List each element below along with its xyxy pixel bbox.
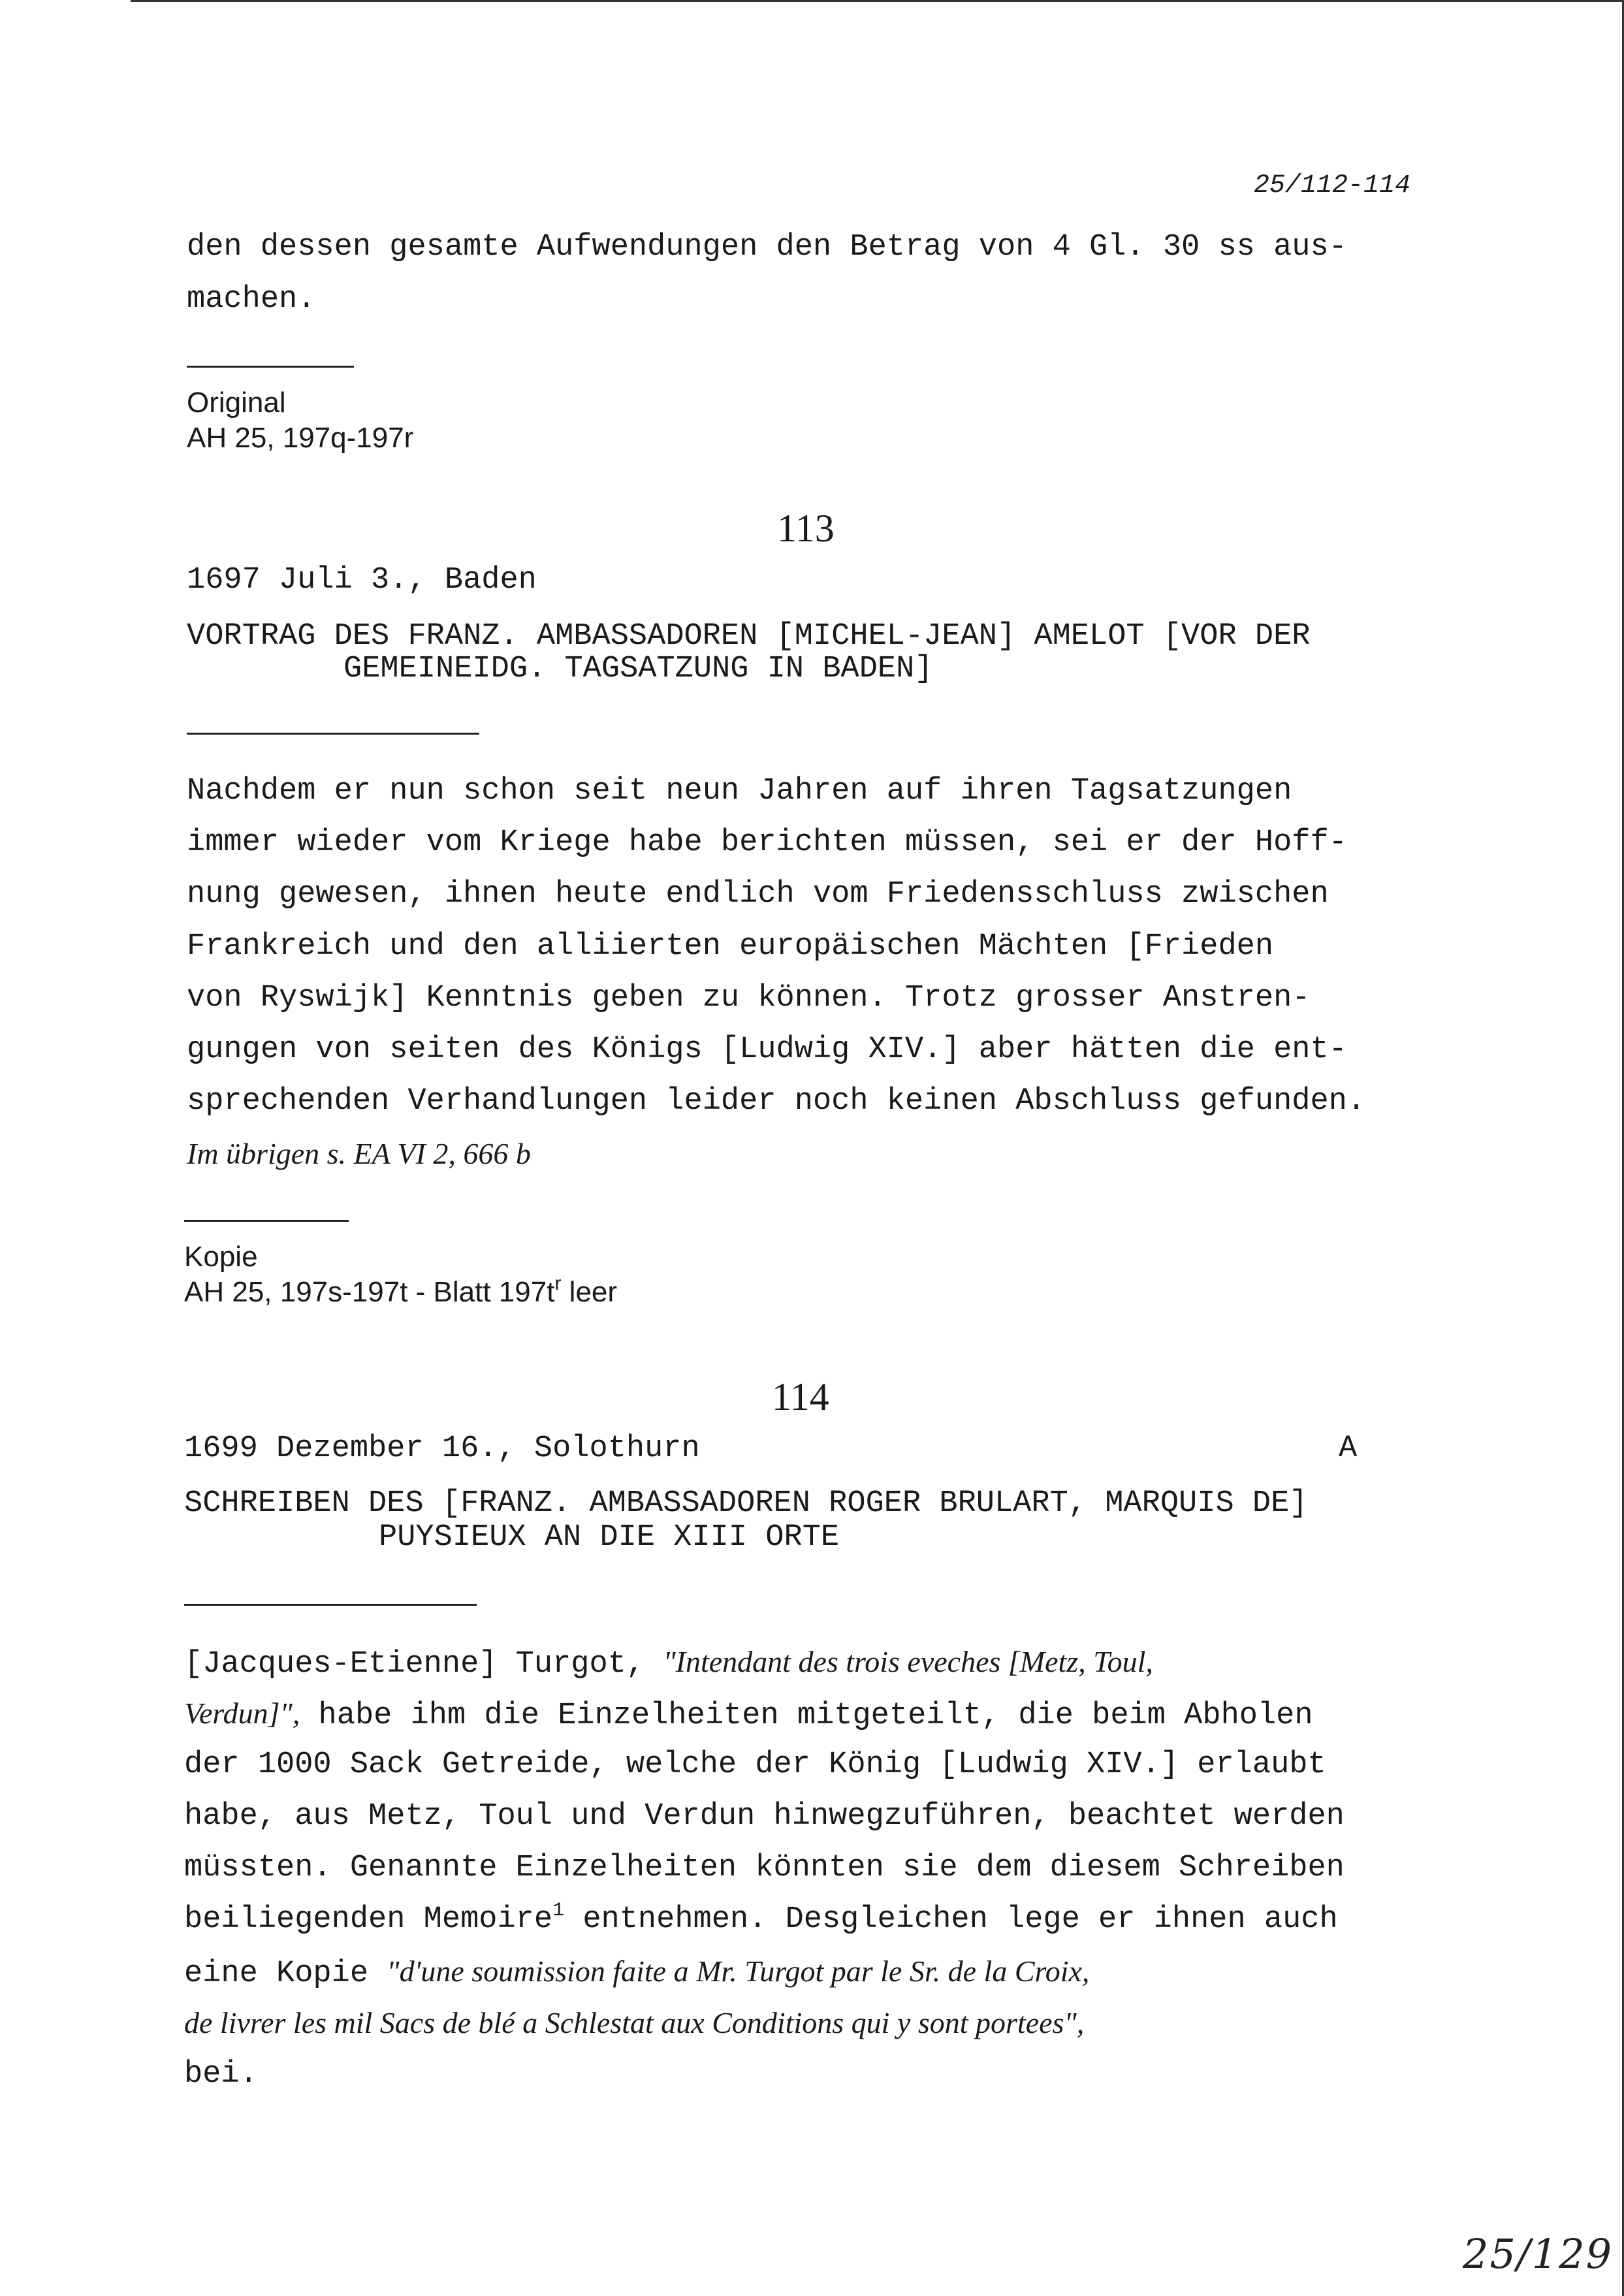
- doc114-text: habe ihm die Einzelheiten mitgeteilt, die beim Abholen: [300, 1698, 1313, 1733]
- doc114-title-line1: SCHREIBEN DES [FRANZ. AMBASSADOREN ROGER BRULART, MARQUIS DE]: [184, 1486, 1308, 1521]
- doc113-body-line: immer wieder vom Kriege habe berichten müssen, sei er der Hoff-: [187, 825, 1347, 860]
- doc114-footnote-mark: 1: [552, 1900, 565, 1922]
- doc113-source-label: Kopie: [184, 1241, 258, 1273]
- doc113-body-line: nung gewesen, ihnen heute endlich vom Friedensschluss zwischen: [187, 877, 1329, 912]
- doc113-number: 113: [777, 507, 835, 550]
- doc112-line: den dessen gesamte Aufwendungen den Betrag von 4 Gl. 30 ss aus-: [187, 230, 1347, 264]
- doc114-body-line: de livrer les mil Sacs de blé a Schlestat aux Conditions qui y sont portees",: [184, 2006, 1085, 2039]
- doc114-number: 114: [772, 1375, 829, 1418]
- doc113-body-line: sprechenden Verhandlungen leider noch keinen Abschluss gefunden.: [187, 1084, 1366, 1119]
- doc112-source-ref: AH 25, 197q-197r: [187, 422, 414, 454]
- doc114-text: beiliegenden Memoire: [184, 1902, 553, 1937]
- doc113-body-line: Frankreich und den alliierten europäischen Mächten [Frieden: [187, 929, 1274, 964]
- page-top-border: [131, 0, 1624, 2]
- doc114-body-line: [184, 1644, 1153, 1682]
- doc113-body-line: gungen von seiten des Königs [Ludwig XIV.] aber hätten die ent-: [187, 1032, 1347, 1067]
- doc114-text: entnehmen. Desgleichen lege er ihnen auch: [564, 1902, 1338, 1937]
- doc113-source-ref: [184, 1273, 618, 1309]
- section-rule: [187, 366, 354, 368]
- doc114-date: 1699 Dezember 16., Solothurn: [184, 1431, 700, 1466]
- section-rule: [184, 1604, 477, 1606]
- doc114-quote: Verdun]",: [184, 1697, 300, 1730]
- doc112-source-label: Original: [187, 387, 286, 419]
- doc113-source-ref-text: AH 25, 197s-197t - Blatt 197t: [184, 1276, 555, 1308]
- doc114-body-line: [184, 1696, 1313, 1733]
- doc114-body-line: habe, aus Metz, Toul und Verdun hinwegzuführen, beachtet werden: [184, 1799, 1345, 1834]
- page-reference: 25/112-114: [1254, 171, 1411, 200]
- doc113-body-line: Nachdem er nun schon seit neun Jahren auf ihren Tagsatzungen: [187, 774, 1292, 808]
- doc114-body-line: müssten. Genannte Einzelheiten könnten sie dem diesem Schreiben: [184, 1851, 1345, 1885]
- section-rule: [184, 1220, 349, 1222]
- doc114-title-line2: PUYSIEUX AN DIE XIII ORTE: [379, 1520, 840, 1555]
- doc113-date: 1697 Juli 3., Baden: [187, 563, 537, 598]
- doc114-marker: A: [1339, 1431, 1358, 1466]
- doc114-body-line: bei.: [184, 2057, 258, 2092]
- doc114-text: eine Kopie: [184, 1956, 387, 1991]
- doc113-body-line: von Ryswijk] Kenntnis geben zu können. Trotz grosser Anstren-: [187, 981, 1311, 1015]
- section-rule: [187, 733, 479, 735]
- doc114-body-line: der 1000 Sack Getreide, welche der König [Ludwig XIV.] erlaubt: [184, 1747, 1326, 1782]
- doc113-source-ref-suffix: leer: [561, 1276, 618, 1308]
- doc114-quote: "Intendant des trois eveches [Metz, Toul,: [663, 1645, 1153, 1678]
- doc113-note: Im übrigen s. EA VI 2, 666 b: [187, 1137, 531, 1170]
- doc112-line: machen.: [187, 282, 316, 317]
- handwritten-page-stamp: 25/129: [1463, 2230, 1614, 2278]
- doc114-quote: "d'une soumission faite a Mr. Turgot par le Sr. de la Croix,: [387, 1954, 1090, 1988]
- doc114-text: [Jacques-Etienne] Turgot,: [184, 1647, 663, 1682]
- doc113-title-line2: GEMEINEIDG. TAGSATZUNG IN BADEN]: [343, 652, 933, 686]
- doc114-body-line: [184, 1902, 1338, 1937]
- doc113-source-ref-sup: r: [554, 1273, 562, 1294]
- doc113-title-line1: VORTRAG DES FRANZ. AMBASSADOREN [MICHEL-JEAN] AMELOT [VOR DER: [187, 619, 1311, 654]
- doc114-body-line: [184, 1954, 1089, 1991]
